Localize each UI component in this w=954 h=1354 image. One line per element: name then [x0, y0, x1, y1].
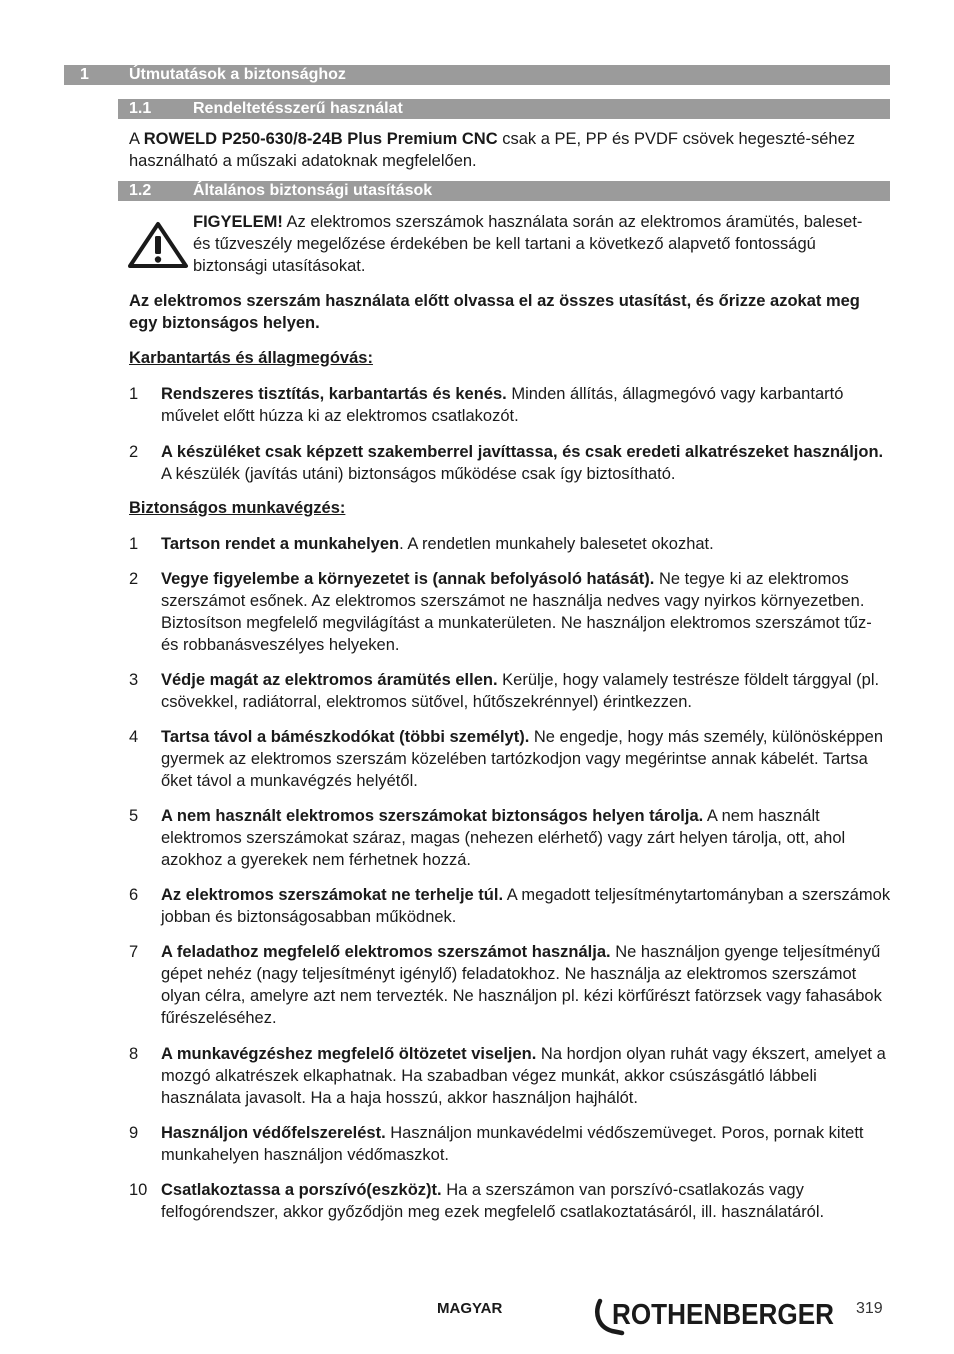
warning-triangle-icon: [127, 221, 189, 269]
list-item: [129, 1179, 891, 1223]
item-number: 5: [129, 807, 139, 825]
maintenance-heading-text: Karbantartás és állagmegóvás:: [129, 349, 373, 367]
item-text: Ne engedje, hogy más személy, különösképpen gyermek az elektromos szerszám közelében tartózkodjon vagy megérintse annak kábelét. Tartsa őket távol a munkavégzés helyétől.: [161, 728, 884, 790]
warning-paragraph: [193, 211, 873, 277]
section-header-1-1: [118, 99, 890, 119]
item-bold: Tartson rendet a munkahelyen: [161, 535, 400, 553]
item-number: 8: [129, 1045, 139, 1063]
item-text: Ne használjon gyenge teljesítményű gépet nehéz (nagy teljesítményt igénylő) feladatokhoz. Ne használja az elektromos szerszámot olyan célra, amelyre azt nem tervezték. Ne használjon pl. kézi körfűrészt fatörzsek vagy fahasábok fűrészeléséhez.: [161, 943, 882, 1027]
section-title: Általános biztonsági utasítások: [193, 182, 433, 199]
item-text: Használjon munkavédelmi védőszemüveget. Poros, pornak kitett munkahelyen használjon védőmaszkot.: [161, 1124, 864, 1164]
item-number: 6: [129, 886, 139, 904]
warning-label: FIGYELEM!: [193, 213, 283, 231]
item-number: 3: [129, 671, 139, 689]
item-text: Ha a szerszámon van porszívó-csatlakozás vagy felfogórendszer, akkor győződjön meg ezek megfelelő csatlakoztatásáról, ill. használatáról.: [161, 1181, 825, 1221]
list-item: [129, 1043, 891, 1109]
item-bold: Védje magát az elektromos áramütés ellen.: [161, 671, 498, 689]
list-item: [129, 568, 891, 656]
section-number: 1.1: [129, 100, 152, 117]
item-text: A megadott teljesítménytartományban a szerszámok jobban és biztonságosabban működnek.: [161, 886, 891, 926]
item-bold: A feladathoz megfelelő elektromos szerszámot használja.: [161, 943, 611, 961]
list-item: [129, 669, 891, 713]
section-number: 1: [80, 66, 89, 83]
intended-use-text: csak a PE, PP és PVDF csövek hegeszté-séhez használható a műszaki adatoknak megfelelően.: [129, 130, 856, 170]
list-item: [129, 1122, 891, 1166]
read-instructions-note: Az elektromos szerszám használata előtt olvassa el az összes utasítást, és őrizze azokat meg egy biztonságos helyen.: [129, 292, 860, 332]
item-bold: Vegye figyelembe a környezetet is (annak befolyásoló hatását).: [161, 570, 655, 588]
item-bold: Tartsa távol a bámészkodókat (többi személyt).: [161, 728, 530, 746]
footer-language: MAGYAR: [437, 1300, 503, 1317]
item-number: 10: [129, 1181, 148, 1199]
list-item: [129, 726, 891, 792]
item-text: . A rendetlen munkahely balesetet okozhat.: [399, 535, 714, 553]
maintenance-heading: [129, 347, 889, 369]
item-number: 7: [129, 943, 139, 961]
section-title: Rendeltetésszerű használat: [193, 100, 403, 117]
list-item: [129, 383, 891, 427]
item-number: 9: [129, 1124, 139, 1142]
item-text: Na hordjon olyan ruhát vagy ékszert, amelyet a mozgó alkatrészek elkaphatnak. Ha szabadban végez munkát, akkor csúszásgátló lábbeli használata javasolt. Ha a haja hosszú, akkor használjon hajhálót.: [161, 1045, 886, 1107]
item-number: 4: [129, 728, 139, 746]
item-number: 1: [129, 385, 139, 403]
warning-text: Az elektromos szerszámok használata során az elektromos áramütés, baleset- és tűzveszély megelőzése érdekében be kell tartani a következő alapvető fontosságú biztonsági utasításokat.: [193, 213, 863, 275]
safe-work-heading: [129, 497, 889, 519]
list-item: [129, 805, 891, 871]
item-bold: A készüléket csak képzett szakemberrel javíttassa, és csak eredeti alkatrészeket használjon.: [161, 443, 884, 461]
page-number: 319: [856, 1300, 883, 1317]
list-item: [129, 941, 891, 1029]
section-header-1-2: [118, 181, 890, 201]
intended-use-prefix: A: [129, 130, 144, 148]
list-item: [129, 533, 891, 555]
item-bold: A munkavégzéshez megfelelő öltözetet viseljen.: [161, 1045, 537, 1063]
section-header-1: [64, 65, 890, 85]
item-text: Ne tegye ki az elektromos szerszámot esőnek. Az elektromos szerszámot ne használja nedves vagy nyirkos környezetben. Biztosítson megfelelő megvilágítást a munkaterületen. Ne használjon elektromos szerszámot tűz- és robbanásveszélyes helyeken.: [161, 570, 872, 654]
section-number: 1.2: [129, 182, 152, 199]
item-bold: A nem használt elektromos szerszámokat biztonságos helyen tárolja.: [161, 807, 704, 825]
list-item: [129, 441, 891, 485]
item-number: 1: [129, 535, 139, 553]
section-title: Útmutatások a biztonsághoz: [129, 66, 346, 83]
svg-text:ROTHENBERGER: ROTHENBERGER: [612, 1299, 835, 1331]
item-bold: Csatlakoztassa a porszívó(eszköz)t.: [161, 1181, 442, 1199]
safe-work-heading-text: Biztonságos munkavégzés:: [129, 499, 346, 517]
intended-use-paragraph: [129, 128, 889, 172]
item-number: 2: [129, 570, 139, 588]
item-bold: Rendszeres tisztítás, karbantartás és kenés.: [161, 385, 507, 403]
item-text: A készülék (javítás utáni) biztonságos működése csak így biztosítható.: [161, 465, 676, 483]
item-bold: Az elektromos szerszámokat ne terhelje túl.: [161, 886, 504, 904]
item-text: Kerülje, hogy valamely testrésze földelt tárggyal (pl. csövekkel, radiátorral, elektromos sütővel, hűtőszekrénnyel) érintkezzen.: [161, 671, 880, 711]
rothenberger-logo: [594, 1295, 838, 1337]
item-text: Minden állítás, állagmegóvó vagy karbantartó művelet előtt húzza ki az elektromos csatlakozót.: [161, 385, 844, 425]
item-text: A nem használt elektromos szerszámokat száraz, magas (nehezen elérhető) vagy zárt helyen tárolja, ott, ahol azokhoz a gyerekek nem férhetnek hozzá.: [161, 807, 846, 869]
list-item: [129, 884, 891, 928]
product-name: ROWELD P250-630/8-24B Plus Premium CNC: [143, 130, 498, 148]
item-bold: Használjon védőfelszerelést.: [161, 1124, 386, 1142]
item-number: 2: [129, 443, 139, 461]
